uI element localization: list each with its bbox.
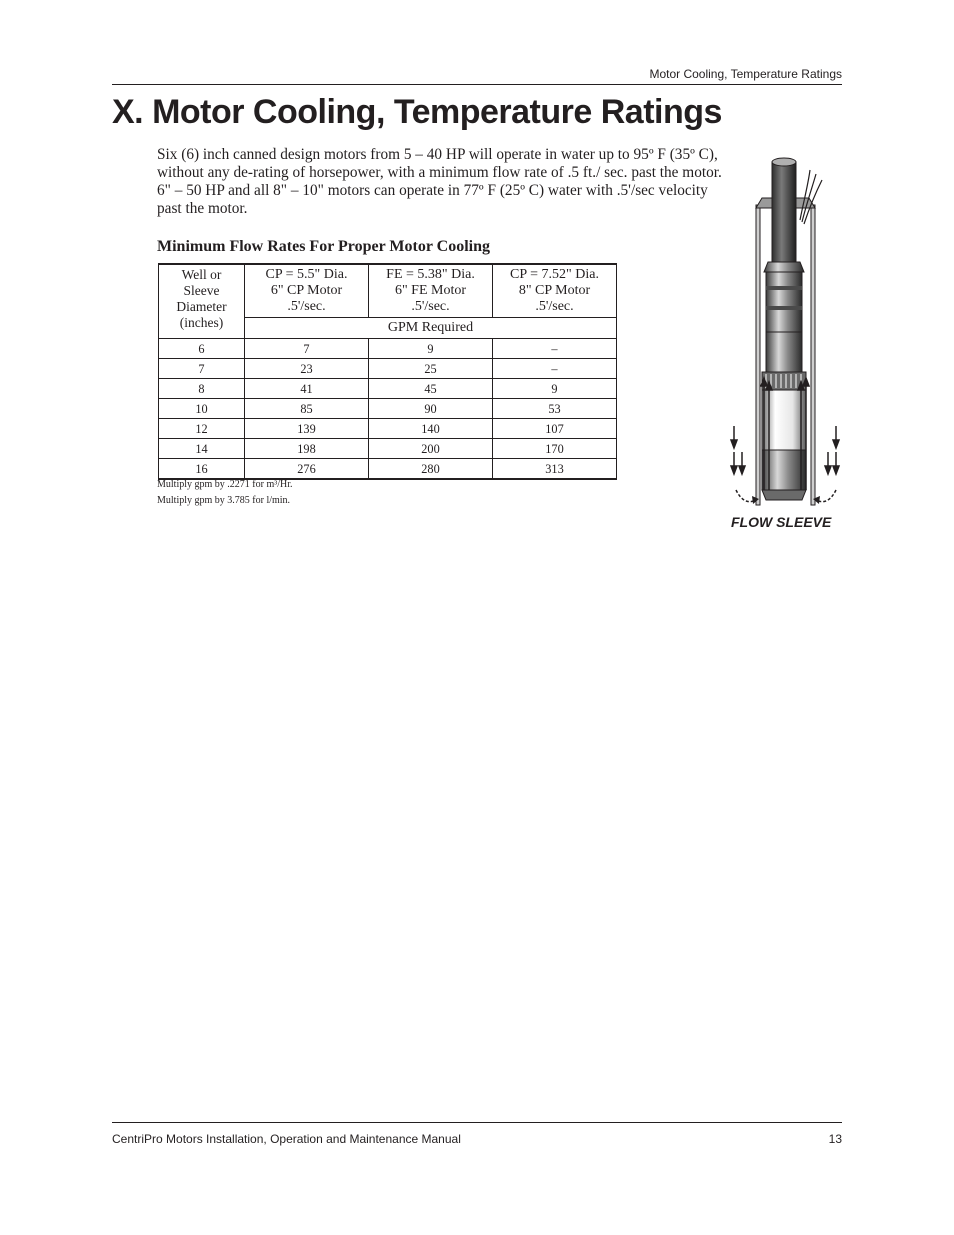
flow-sleeve-illustration [728,150,848,530]
header-cp-8in: CP = 7.52" Dia. 8" CP Motor .5'/sec. [493,264,617,318]
table-cell: 6 [159,339,245,359]
table-row [159,399,617,419]
table-row [159,359,617,379]
header-well-diameter: Well or Sleeve Diameter (inches) [159,264,245,339]
figure-caption: FLOW SLEEVE [731,514,832,530]
footer-divider [112,1122,842,1123]
table-row [159,419,617,439]
table-cell: 14 [159,439,245,459]
conversion-note-m3: Multiply gpm by .2271 for m³/Hr. [157,479,293,490]
table-title: Minimum Flow Rates For Proper Motor Cooling [157,238,490,255]
table-cell: 16 [159,459,245,480]
running-header: Motor Cooling, Temperature Ratings [649,67,842,81]
table-cell: 107 [493,419,617,439]
gpm-required-label: GPM Required [245,318,617,339]
table-cell: 139 [245,419,369,439]
table-row [159,459,617,480]
page-number: 13 [828,1132,842,1146]
footer-manual-title: CentriPro Motors Installation, Operation and Maintenance Manual [112,1132,461,1146]
page-title: X. Motor Cooling, Temperature Ratings [112,93,722,131]
table-cell: 23 [245,359,369,379]
table-cell: 45 [369,379,493,399]
table-cell: 12 [159,419,245,439]
table-cell: 85 [245,399,369,419]
table-cell: 200 [369,439,493,459]
header-divider [112,84,842,85]
table-cell: 7 [245,339,369,359]
table-cell: 198 [245,439,369,459]
table-cell: 170 [493,439,617,459]
table-cell: – [493,359,617,379]
table-cell: 140 [369,419,493,439]
table-cell: 9 [369,339,493,359]
table-cell: 313 [493,459,617,480]
table-cell: 8 [159,379,245,399]
table-cell: 7 [159,359,245,379]
table-cell: 9 [493,379,617,399]
header-cp-6in: CP = 5.5" Dia. 6" CP Motor .5'/sec. [245,264,369,318]
table-row [159,379,617,399]
table-cell: 280 [369,459,493,480]
header-fe-6in: FE = 5.38" Dia. 6" FE Motor .5'/sec. [369,264,493,318]
table-row [159,339,617,359]
conversion-note-lmin: Multiply gpm by 3.785 for l/min. [157,495,291,506]
table-row [159,439,617,459]
table-cell: 90 [369,399,493,419]
table-cell: – [493,339,617,359]
flow-rate-table [158,263,617,480]
intro-paragraph: Six (6) inch canned design motors from 5 – 40 HP will operate in water up to 95º F (35º C), without any de-rating of horsepower, with a minimum flow rate of .5 ft./ sec. past the motor. 6" – 50 HP and all 8" – 10" motors can operate in 77º F (25º C) water with .5'/sec velocity past the motor. [157,146,722,217]
table-cell: 25 [369,359,493,379]
table-cell: 10 [159,399,245,419]
table-cell: 53 [493,399,617,419]
table-cell: 276 [245,459,369,480]
table-cell: 41 [245,379,369,399]
